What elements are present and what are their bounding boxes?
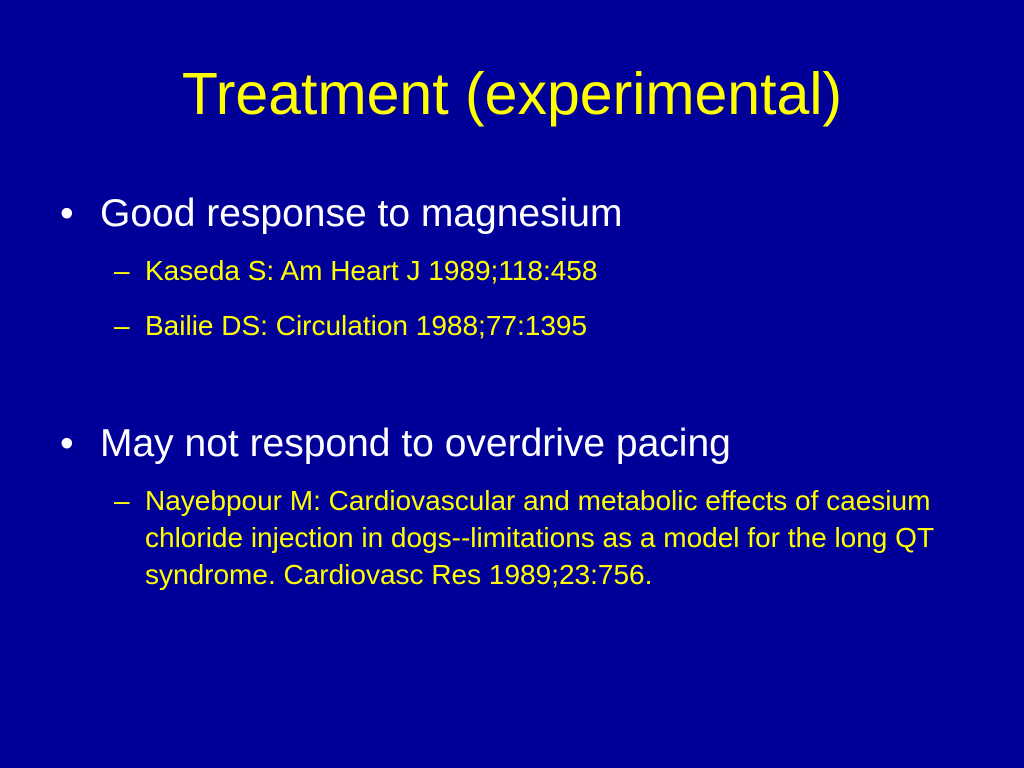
bullet-text: May not respond to overdrive pacing bbox=[100, 422, 731, 465]
bullet-text: Good response to magnesium bbox=[100, 192, 623, 235]
sub-bullet-text: Bailie DS: Circulation 1988;77:1395 bbox=[145, 310, 588, 341]
sub-bullet-text: Nayebpour M: Cardiovascular and metabolic effects of caesium chloride injection in dogs--limitations as a model for the long QT syndrome. Cardiovasc Res 1989;23:756. bbox=[145, 485, 934, 590]
bullet-marker: • bbox=[60, 422, 74, 465]
sub-bullet-item bbox=[114, 482, 954, 593]
bullet-item bbox=[60, 421, 731, 467]
sub-bullet-text: Kaseda S: Am Heart J 1989;118:458 bbox=[145, 255, 598, 286]
slide-title: Treatment (experimental) bbox=[181, 61, 843, 127]
sub-bullet-item bbox=[114, 307, 587, 344]
bullet-marker: • bbox=[60, 192, 74, 235]
dash-marker: – bbox=[114, 310, 130, 341]
sub-bullet-item bbox=[114, 252, 597, 289]
bullet-item bbox=[60, 191, 622, 237]
dash-marker: – bbox=[114, 485, 130, 516]
dash-marker: – bbox=[114, 255, 130, 286]
